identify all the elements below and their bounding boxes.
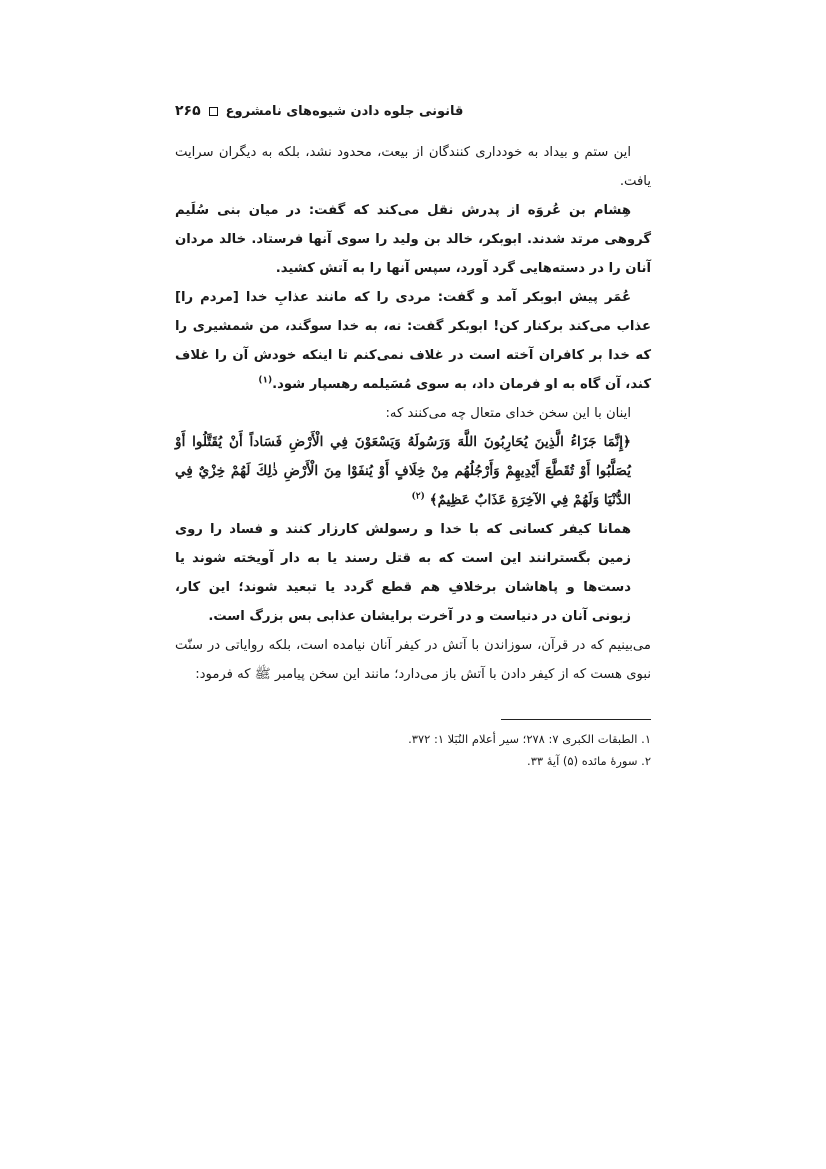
running-header <box>175 96 651 126</box>
footnote-ref-2: (۲) <box>411 491 425 502</box>
paragraph-2: هِشام بن عُروَه از پدرش نقل می‌کند که گفت: در میان بنی سُلَیم گروهی مرتد شدند. ابوبکر، خالد بن ولید را سوی آنها فرستاد. خالد مردان آنان را در دسته‌هایی گرد آورد، سپس آنها را به آتش کشید. <box>175 203 651 276</box>
page-number: ۲۶۵ <box>175 103 201 119</box>
paragraph-1: این ستم و بیداد به خودداری کنندگان از بیعت، محدود نشد، بلکه به دیگران سرایت یافت. <box>175 145 651 189</box>
verse-translation-block <box>175 515 651 631</box>
footnote-ref-1: (۱) <box>258 375 273 386</box>
square-bullet-icon <box>209 107 218 116</box>
footnote-divider <box>501 719 651 720</box>
verse-translation: همانا کیفر کسانی که با خدا و رسولش کارزار کنند و فساد را روی زمین بگسترانند این است که به قتل رسند یا به دار آویخته شوند یا دست‌ها و پاهاشان برخلافِ هم قطع گردد یا تبعید شوند؛ این کار، زبونی آنان در دنیاست و در آخرت برایشان عذابی بس بزرگ است. <box>175 522 631 624</box>
paragraph-4: اینان با این سخن خدای متعال چه می‌کنند که: <box>385 406 631 421</box>
paragraph-5: می‌بینیم که در قرآن، سوزاندن با آتش در کیفر آنان نیامده است، بلکه روایاتی در سنّت نبوی هست که از کیفر دادن با آتش باز می‌دارد؛ مانند این سخن پیامبر ﷺ که فرمود: <box>175 638 651 682</box>
book-page <box>175 96 651 772</box>
quran-verse <box>175 428 651 515</box>
footnote-1: ۱. الطبقات الکبری ۷: ۲۷۸؛ سیر أعلام النُبَلا ۱: ۳۷۲. <box>408 732 651 746</box>
paragraph-3 <box>175 283 651 399</box>
quran-verse-text: ﴿إِنَّمَا جَزَاءُ الَّذِينَ يُحَارِبُونَ اللَّهَ وَرَسُولَهُ وَيَسْعَوْنَ فِي الْأَرْضِ فَسَاداً أَنْ يُقَتَّلُوا أَوْ يُصَلَّبُوا أَوْ تُقَطَّعَ أَيْدِيهِمْ وَأَرْجُلُهُم مِنْ خِلَافٍ أَوْ يُنفَوْا مِنَ الْأَرْضِ ذٰلِكَ لَهُمْ خِزْيٌ فِي الدُّنْيَا وَلَهُمْ فِي الآخِرَةِ عَذَابٌ عَظِيمٌ﴾ <box>175 434 631 508</box>
paragraph-3-text: عُمَر پیش ابوبکر آمد و گفت: مردی را که مانند عذابِ خدا [مردم را] عذاب می‌کند برکنار کن! ابوبکر گفت: نه، به خدا سوگند، من شمشیری را که خدا بر کافران آخته است در غلاف نمی‌کنم تا اینکه خودش آن را غلاف کند، آن گاه به او فرمان داد، به سوی مُسَیلمه رهسپار شود. <box>175 290 651 392</box>
footnote-2: ۲. سورۀ مائده (۵) آیۀ ۳۳. <box>527 754 651 768</box>
running-header-title: قانونی جلوه دادن شیوه‌های نامشروع <box>225 103 464 119</box>
